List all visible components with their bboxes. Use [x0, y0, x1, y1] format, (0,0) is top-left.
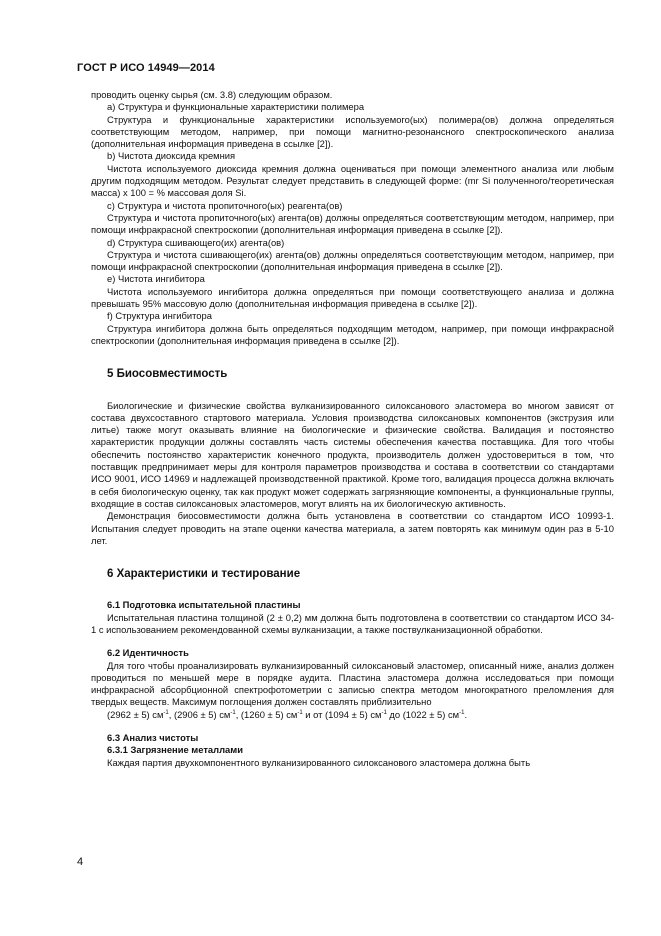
list-item-heading: f) Структура ингибитора — [107, 310, 212, 322]
paragraph: Структура и чистота сшивающего(их) агента(ов) должны определяться соответствующим методом, например, при помощи инфракрасной спектроскопии (дополнительная информация приведена в ссылке [2]). — [91, 248, 614, 273]
list-item-heading: b) Чистота диоксида кремния — [107, 150, 236, 162]
list-item-heading: e) Чистота ингибитора — [107, 273, 205, 285]
paragraph: проводить оценку сырья (см. 3.8) следующим образом. — [91, 89, 333, 100]
paragraph: Для того чтобы проанализировать вулканизированный силоксановый эластомер, описанный ниже, анализ должен проводиться по меньшей мере в порядке аудита. Пластина эластомера должна исследоваться при помощи инфракрасной абсорбционной спектрофотометрии с записью спектра методом многократного преломления для твердых веществ. Максимум поглощения должен составлять приблизительно — [91, 659, 614, 708]
list-item-heading: a) Структура и функциональные характеристики полимера — [107, 101, 365, 113]
subsection-heading-6-3-1: 6.3.1 Загрязнение металлами — [107, 744, 243, 756]
list-item-heading: d) Структура сшивающего(их) агента(ов) — [107, 236, 285, 248]
subsection-heading-6-2: 6.2 Идентичность — [107, 647, 189, 659]
subsection-heading-6-1: 6.1 Подготовка испытательной пластины — [107, 599, 301, 611]
paragraph: Структура ингибитора должна быть определяться подходящим методом, например, при помощи инфракрасной спектроскопии (дополнительная информация приведена в ссылке [2]). — [91, 322, 614, 346]
document-body — [91, 89, 614, 769]
paragraph: Биологические и физические свойства вулканизированного силоксанового эластомера во многом зависят от состава двухсоставного стартового материала. Условия производства силоксановых компонентов (экструзия или литье) также могут оказывать влияние на биологические и физические свойства. Валидация и постоянство характеристик продукции должны составлять часть системы обеспечения качества поставщика. Для того чтобы обеспечить постоянство характеристик конечного продукта, производитель должен удостовериться в том, что поставщик предпринимает меры для контроля параметров производства и состава в соответствии со стандартами ИСО 9001, ИСО 14969 и надлежащей производственной практикой. Кроме того, валидация процесса должна включать в себя биологическую оценку, так как продукт может содержать загрязняющие компоненты, а функциональные группы, входящие в состав силоксановых эластомеров, могут влиять на их биологическую активность. — [91, 399, 614, 509]
page-number: 4 — [77, 856, 84, 868]
list-item-heading: c) Структура и чистота пропиточного(ых) реагента(ов) — [107, 199, 343, 211]
paragraph: Каждая партия двухкомпонентного вулканизированного силоксанового эластомера должна быть — [107, 756, 531, 768]
paragraph: Испытательная пластина толщиной (2 ± 0,2) мм должна быть подготовлена в соответствии со стандартом ИСО 34-1 с использованием рекомендованной схемы вулканизации, а также поствулканизационной обработки. — [91, 611, 614, 635]
paragraph: Структура и чистота пропиточного(ых) агента(ов) должны определяться соответствующим методом, например, при помощи инфракрасной спектроскопии (дополнительная информация приведена в ссылке [2]). — [91, 211, 614, 236]
document-header: ГОСТ Р ИСО 14949—2014 — [77, 62, 215, 74]
section-heading-6: 6 Характеристики и тестирование — [107, 568, 301, 581]
subsection-heading-6-3: 6.3 Анализ чистоты — [107, 732, 199, 744]
paragraph: Демонстрация биосовместимости должна быть установлена в соответствии со стандартом ИСО 10993-1. Испытания следует проводить на этапе оценки качества материала, а затем повторять как минимум один раз в 5-10 лет. — [91, 510, 614, 546]
absorption-formula: (2962 ± 5) $см^{-1}$, (2906 ± 5) $см^{-1}$, (1260 ± 5) $см^{-1}$ и от (1094 ± 5) $см^{-1}$ до (1022 ± 5) $см^{-1}$. — [107, 708, 468, 720]
paragraph: Структура и функциональные характеристики используемого(ых) полимера(ов) должна определяться соответствующим методом, например, при помощи магнитно-резонансного спектроскопического анализа (дополнительная информация приведена в ссылке [2]). — [91, 113, 614, 150]
section-heading-5: 5 Биосовместимость — [107, 368, 228, 381]
paragraph: Чистота используемого ингибитора должна определяться при помощи соответствующего анализа и должна превышать 95% массовую долю (дополнительная информация приведена в ссылке [2]). — [91, 285, 614, 310]
paragraph: Чистота используемого диоксида кремния должна оцениваться при помощи элементного анализа или любым другим подходящим методом. Результат следует представить в следующей форме: (mr Si полученного/теоретическая масса) х 100 = % массовая доля Si. — [91, 162, 614, 199]
